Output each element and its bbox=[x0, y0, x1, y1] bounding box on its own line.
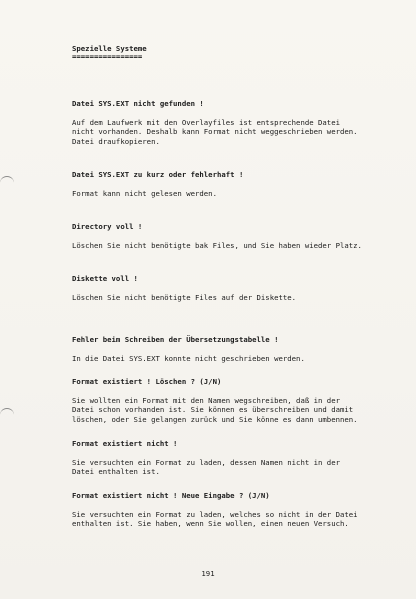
message-heading: Datei SYS.EXT zu kurz oder fehlerhaft ! bbox=[72, 170, 244, 179]
message-description: Sie versuchten ein Format zu laden, dessen Namen nicht in der Datei enthalten ist. bbox=[72, 457, 340, 477]
message-entry bbox=[72, 335, 392, 363]
message-heading: Format existiert nicht ! bbox=[72, 439, 178, 448]
message-description: Sie wollten ein Format mit den Namen wegschreiben, daß in der Datei schon vorhanden ist. Sie können es überschreiben und damit löschen, oder Sie gelangen zurück und Sie könne es dann umbennen. bbox=[72, 395, 358, 424]
message-heading: Format existiert ! Löschen ? (J/N) bbox=[72, 377, 222, 386]
message-heading: Diskette voll ! bbox=[72, 274, 138, 283]
punch-hole-mark bbox=[0, 408, 14, 419]
section-header bbox=[72, 44, 392, 60]
punch-hole-mark bbox=[0, 176, 14, 187]
message-description: Auf dem Laufwerk mit den Overlayfiles ist entsprechende Datei nicht vorhanden. Deshalb kann Format nicht weggeschrieben werden. Datei draufkopieren. bbox=[72, 117, 358, 146]
message-entry bbox=[72, 439, 392, 477]
section-underline: ================ bbox=[72, 51, 143, 61]
message-description: Format kann nicht gelesen werden. bbox=[72, 188, 217, 198]
message-description: In die Datei SYS.EXT konnte nicht geschrieben werden. bbox=[72, 353, 305, 363]
message-heading: Fehler beim Schreiben der Übersetzungstabelle ! bbox=[72, 335, 279, 344]
section-title: Spezielle Systeme bbox=[72, 44, 147, 53]
page-number: 191 bbox=[201, 569, 215, 578]
message-entry bbox=[72, 491, 392, 529]
message-description: Löschen Sie nicht benötigte bak Files, und Sie haben wieder Platz. bbox=[72, 240, 362, 250]
message-entry bbox=[72, 377, 392, 424]
message-heading: Datei SYS.EXT nicht gefunden ! bbox=[72, 99, 204, 108]
message-entry bbox=[72, 274, 392, 302]
message-heading: Format existiert nicht ! Neue Eingabe ? (J/N) bbox=[72, 491, 270, 500]
message-entry bbox=[72, 222, 392, 250]
message-entry bbox=[72, 170, 392, 198]
message-description: Löschen Sie nicht benötigte Files auf der Diskette. bbox=[72, 292, 297, 302]
message-heading: Directory voll ! bbox=[72, 222, 143, 231]
message-description: Sie versuchten ein Format zu laden, welches so nicht in der Datei enthalten ist. Sie haben, wenn Sie wollen, einen neuen Versuch. bbox=[72, 509, 358, 529]
message-entry bbox=[72, 99, 392, 146]
